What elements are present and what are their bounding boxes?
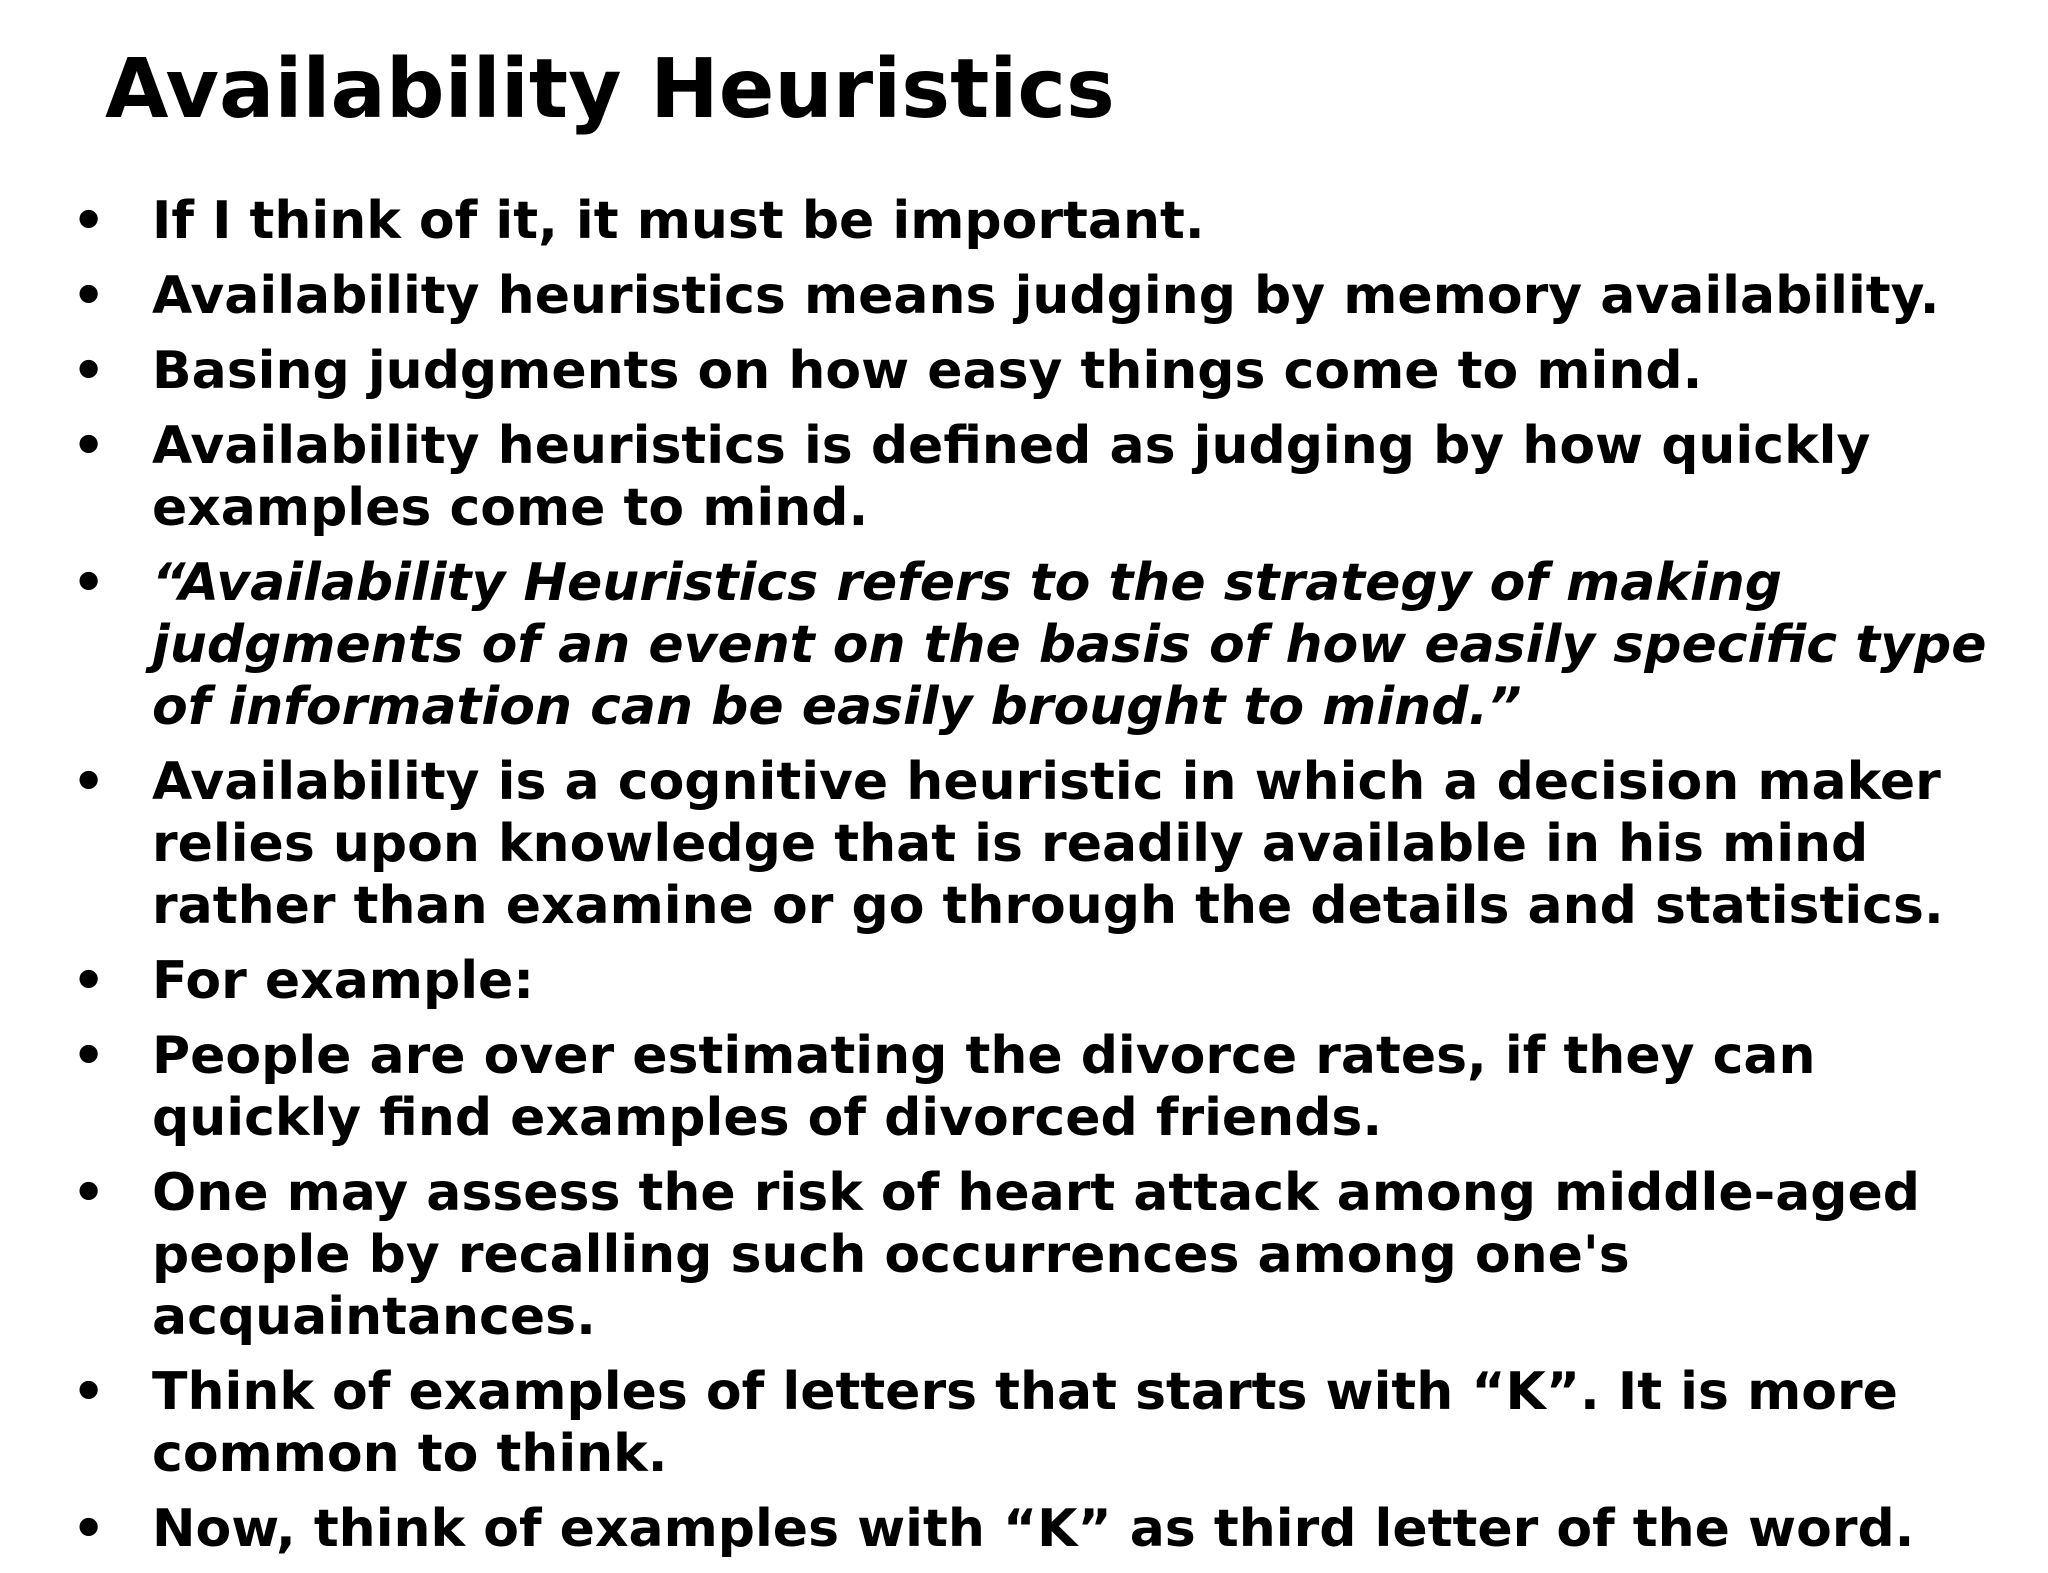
bullet-list xyxy=(0,190,2048,1573)
bullet-item: • One may assess the risk of heart attack among middle-aged people by recalling such occurrences among one's acquaintances. xyxy=(0,1162,2008,1348)
slide-title: Availability Heuristics xyxy=(105,42,1115,137)
bullet-item: • Availability is a cognitive heuristic in which a decision maker relies upon knowledge that is readily available in his mind rather than examine or go through the details and statistics. xyxy=(0,751,2008,937)
bullet-item: • People are over estimating the divorce rates, if they can quickly find examples of divorced friends. xyxy=(0,1025,2008,1149)
bullet-item: • Availability heuristics is defined as judging by how quickly examples come to mind. xyxy=(0,415,2008,539)
bullet-item: • Think of examples of letters that starts with “K”. It is more common to think. xyxy=(0,1361,2008,1485)
bullet-item: • Basing judgments on how easy things come to mind. xyxy=(0,340,2008,402)
bullet-item: • Availability heuristics means judging by memory availability. xyxy=(0,265,2008,327)
bullet-item-heading: • For example: xyxy=(0,950,2008,1012)
bullet-item: • Now, think of examples with “K” as third letter of the word. xyxy=(0,1498,2008,1560)
bullet-item-quote: • “Availability Heuristics refers to the strategy of making judgments of an event on the basis of how easily specific type of information can be easily brought to mind.” xyxy=(0,552,2008,738)
bullet-item: • If I think of it, it must be important. xyxy=(0,190,2008,252)
